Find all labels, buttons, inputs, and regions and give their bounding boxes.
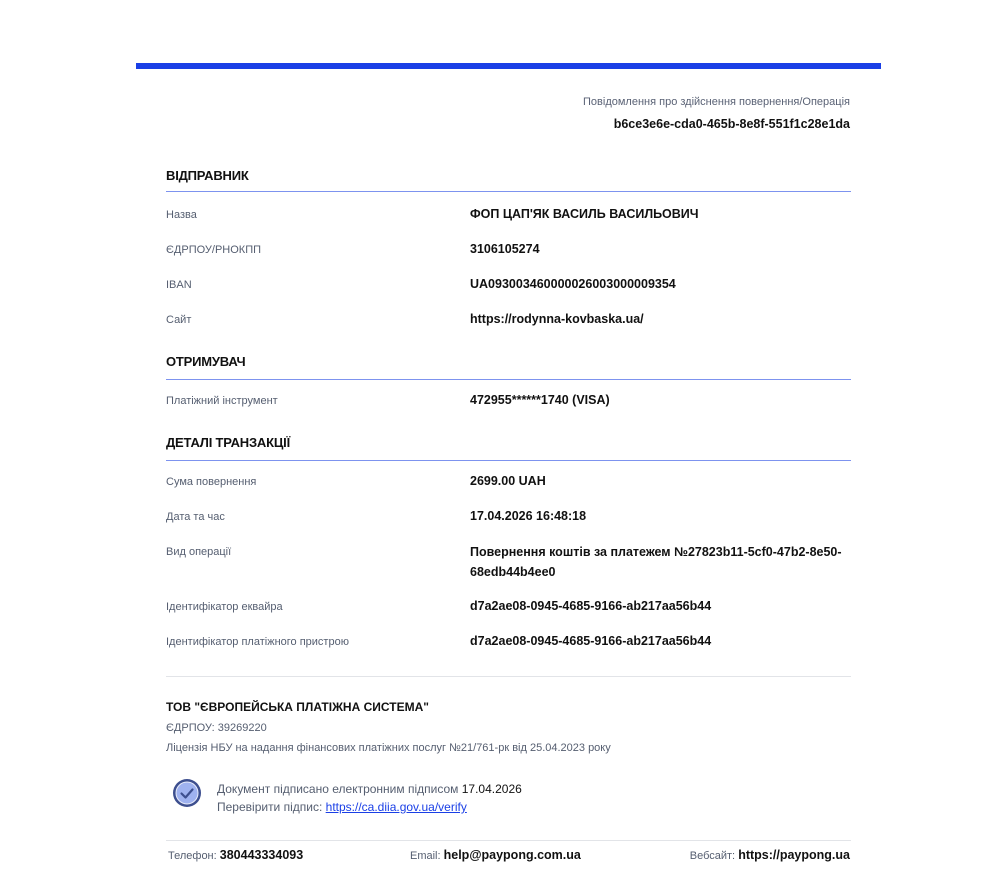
signature-check-icon [172, 778, 202, 808]
sender-site-label: Сайт [166, 314, 192, 326]
sender-edrpou-label: ЄДРПОУ/РНОКПП [166, 244, 262, 256]
website-value[interactable]: https://paypong.ua [738, 848, 850, 862]
operation-type-label: Вид операції [166, 546, 232, 558]
header-accent-bar [136, 63, 881, 69]
device-id-value: d7a2ae08-0945-4685-9166-ab217aa56b44 [470, 634, 712, 648]
datetime-label: Дата та час [166, 511, 225, 523]
transaction-section-title: ДЕТАЛІ ТРАНЗАКЦІЇ [166, 435, 290, 450]
company-license: Ліцензія НБУ на надання фінансових платіжних послуг №21/761-рк від 25.04.2023 року [166, 742, 611, 754]
sender-section-title: ВІДПРАВНИК [166, 168, 249, 183]
payment-instrument-label: Платіжний інструмент [166, 395, 278, 407]
operation-id: b6ce3e6e-cda0-465b-8e8f-551f1c28e1da [613, 117, 850, 131]
verify-link[interactable]: https://ca.diia.gov.ua/verify [325, 800, 467, 814]
email-label: Email: [410, 850, 441, 862]
device-id-label: Ідентифікатор платіжного пристрою [166, 636, 349, 648]
sender-edrpou-value: 3106105274 [470, 242, 540, 256]
phone-label: Телефон: [168, 850, 217, 862]
transaction-divider [166, 460, 851, 461]
sender-iban-value: UA093003460000026003000009354 [470, 277, 676, 291]
footer-email [410, 848, 581, 862]
sender-divider [166, 191, 851, 192]
verify-label: Перевірити підпис: [217, 800, 323, 814]
datetime-value: 17.04.2026 16:48:18 [470, 509, 587, 523]
sender-name-value: ФОП ЦАП'ЯК ВАСИЛЬ ВАСИЛЬОВИЧ [470, 207, 699, 221]
footer-phone [168, 848, 303, 862]
verify-signature [217, 800, 467, 814]
operation-label: Повідомлення про здійснення повернення/Операція [583, 96, 850, 108]
company-edrpou: ЄДРПОУ: 39269220 [166, 722, 267, 734]
refund-amount-label: Сума повернення [166, 476, 257, 488]
company-divider [166, 676, 851, 677]
website-label: Вебсайт: [689, 850, 736, 862]
footer-divider [166, 840, 851, 841]
signature-date: 17.04.2026 [461, 782, 522, 796]
acquirer-id-label: Ідентифікатор еквайра [166, 601, 283, 613]
payment-instrument-value: 472955******1740 (VISA) [470, 393, 610, 407]
acquirer-id-value: d7a2ae08-0945-4685-9166-ab217aa56b44 [470, 599, 712, 613]
signature-info [217, 782, 522, 796]
signature-text: Документ підписано електронним підписом [217, 782, 459, 796]
email-value[interactable]: help@paypong.com.ua [443, 848, 581, 862]
sender-name-label: Назва [166, 209, 197, 221]
receiver-section-title: ОТРИМУВАЧ [166, 354, 246, 369]
sender-iban-label: IBAN [166, 279, 192, 291]
receiver-divider [166, 379, 851, 380]
refund-amount-value: 2699.00 UAH [470, 474, 546, 488]
footer-website [690, 848, 850, 862]
phone-value: 380443334093 [219, 848, 304, 862]
company-name: ТОВ "ЄВРОПЕЙСЬКА ПЛАТІЖНА СИСТЕМА" [166, 700, 429, 714]
sender-site-value: https://rodynna-kovbaska.ua/ [470, 312, 644, 326]
operation-type-value: Повернення коштів за платежем №27823b11-5cf0-47b2-8e50-68edb44b4ee0 [470, 545, 842, 579]
